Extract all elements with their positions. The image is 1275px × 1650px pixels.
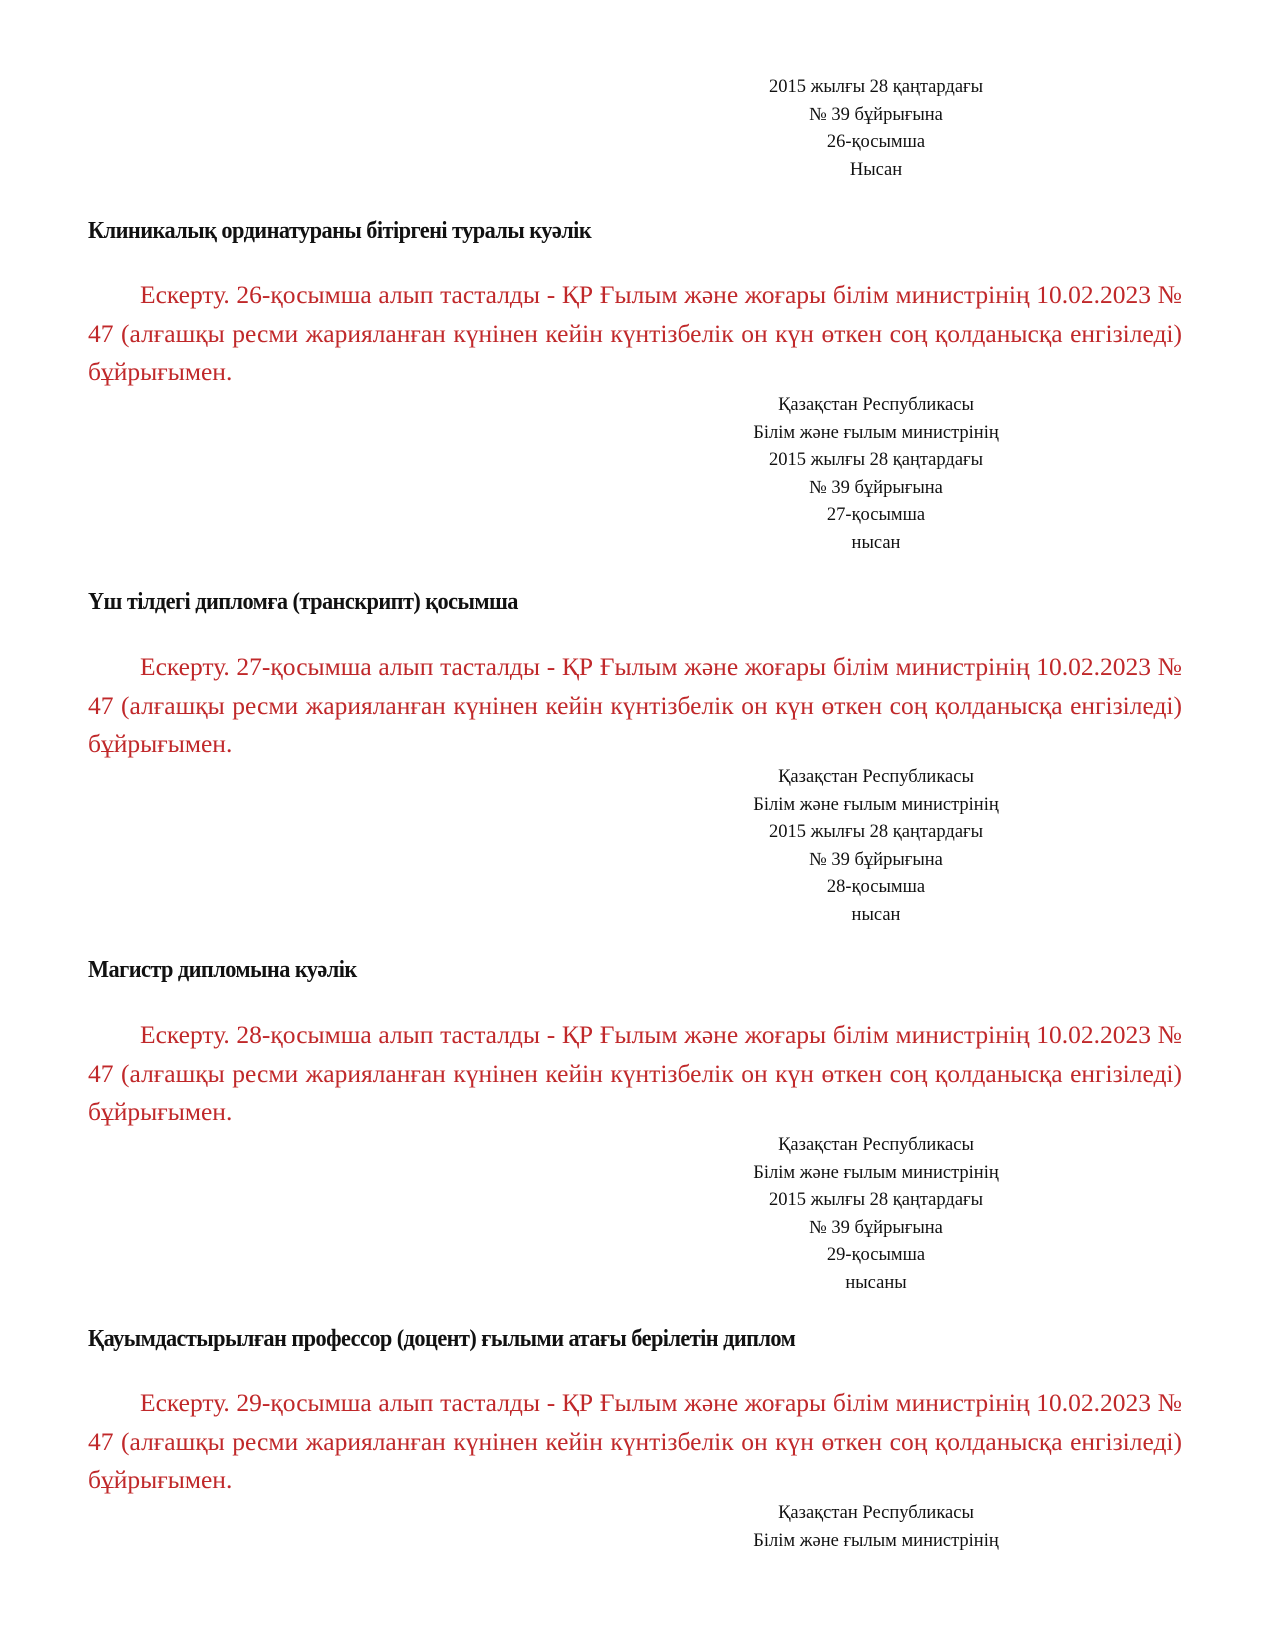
approval-line: Білім және ғылым министрінің	[753, 794, 999, 815]
section-heading-28: Магистр дипломына куәлік	[88, 957, 357, 983]
approval-line: Қазақстан Республикасы	[778, 1503, 974, 1523]
deletion-note-28: Ескерту. 28-қосымша алып тасталды - ҚР Ғылым және жоғары білім министрінің 10.02.2023 № 47 (алғашқы ресми жарияланған күнінен кейін күнтізбелік он күн өткен соң қолданысқа енгізіледі) бұйрығымен.	[88, 1020, 1182, 1126]
approval-line: 2015 жылғы 28 қаңтардағы	[768, 450, 984, 470]
approval-block-28	[706, 764, 1046, 929]
approval-line: Нысан	[849, 159, 903, 180]
approval-line: № 39 бұйрығына	[809, 477, 943, 498]
approval-line: Қазақстан Республикасы	[778, 1135, 974, 1155]
section-heading-29: Қауымдастырылған профессор (доцент) ғылыми атағы берілетін диплом	[88, 1326, 796, 1352]
approval-block-27	[706, 392, 1046, 557]
approval-line: 2015 жылғы 28 қаңтардағы	[768, 1190, 984, 1210]
approval-line: № 39 бұйрығына	[809, 849, 943, 870]
approval-line: 2015 жылғы 28 қаңтардағы	[768, 822, 984, 842]
approval-line: Қазақстан Республикасы	[778, 767, 974, 787]
section-heading-27: Үш тілдегі дипломға (транскрипт) қосымша	[88, 589, 518, 615]
approval-block-29	[706, 1132, 1046, 1297]
approval-line: № 39 бұйрығына	[809, 104, 943, 125]
approval-line: 26-қосымша	[826, 132, 926, 152]
approval-block-26	[706, 74, 1046, 184]
approval-line: № 39 бұйрығына	[809, 1217, 943, 1238]
approval-line: Білім және ғылым министрінің	[753, 422, 999, 443]
approval-line: нысан	[851, 532, 901, 553]
approval-line: 29-қосымша	[826, 1245, 926, 1265]
approval-line: Білім және ғылым министрінің	[753, 1530, 999, 1551]
deletion-note-27: Ескерту. 27-қосымша алып тасталды - ҚР Ғылым және жоғары білім министрінің 10.02.2023 № 47 (алғашқы ресми жарияланған күнінен кейін күнтізбелік он күн өткен соң қолданысқа енгізіледі) бұйрығымен.	[88, 652, 1182, 758]
approval-line: 27-қосымша	[826, 505, 926, 525]
approval-line: Қазақстан Республикасы	[778, 395, 974, 415]
approval-line: нысаны	[845, 1272, 907, 1293]
approval-line: 28-қосымша	[826, 877, 926, 897]
deletion-note-29: Ескерту. 29-қосымша алып тасталды - ҚР Ғылым және жоғары білім министрінің 10.02.2023 № 47 (алғашқы ресми жарияланған күнінен кейін күнтізбелік он күн өткен соң қолданысқа енгізіледі) бұйрығымен.	[88, 1388, 1182, 1494]
approval-line: 2015 жылғы 28 қаңтардағы	[768, 77, 984, 97]
approval-block-30	[706, 1500, 1046, 1555]
approval-line: Білім және ғылым министрінің	[753, 1162, 999, 1183]
approval-line: нысан	[851, 904, 901, 925]
deletion-note-26: Ескерту. 26-қосымша алып тасталды - ҚР Ғылым және жоғары білім министрінің 10.02.2023 № 47 (алғашқы ресми жарияланған күнінен кейін күнтізбелік он күн өткен соң қолданысқа енгізіледі) бұйрығымен.	[88, 280, 1182, 386]
section-heading-26: Клиникалық ординатураны бітіргені туралы куәлік	[88, 218, 592, 244]
